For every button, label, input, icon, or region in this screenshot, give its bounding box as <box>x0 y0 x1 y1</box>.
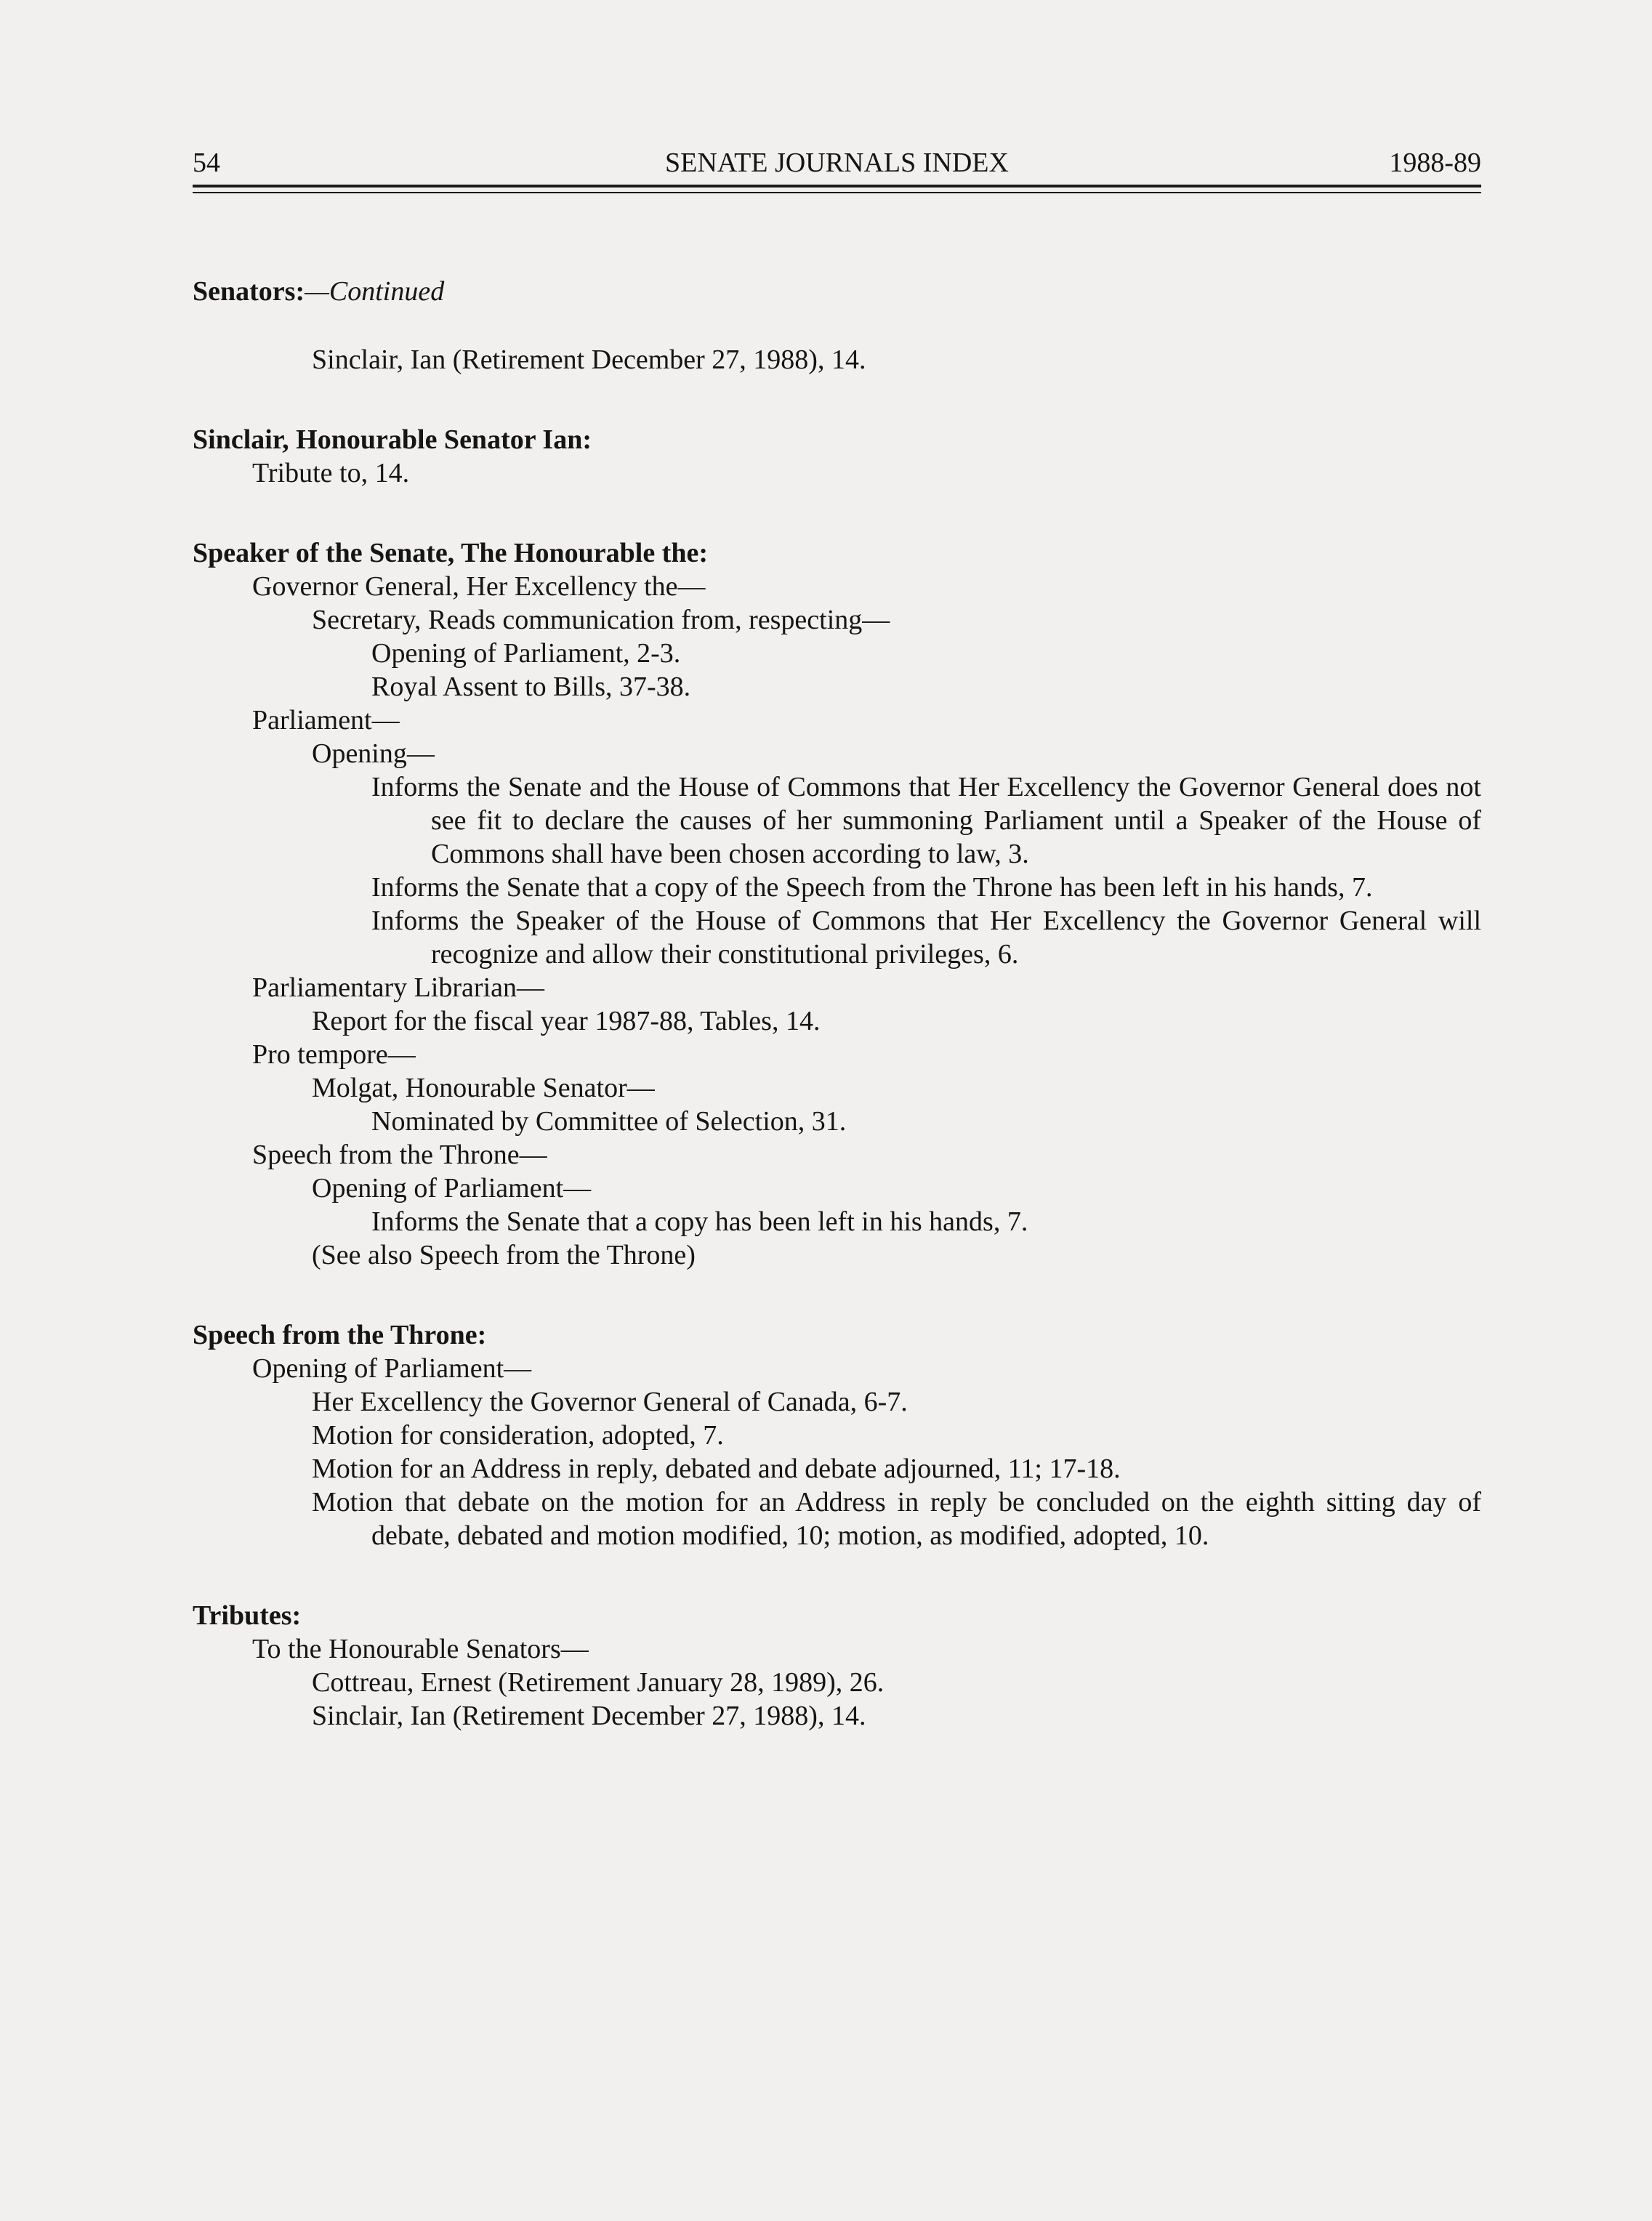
index-entry: Informs the Speaker of the House of Commons that Her Excellency the Governor General will recognize and allow their constitutional privileges, 6. <box>371 906 1481 970</box>
section-heading: Tributes: <box>193 1600 302 1631</box>
section-speech-throne <box>193 1318 1481 1552</box>
section-senators <box>193 275 1481 376</box>
index-entry: Governor General, Her Excellency the— <box>252 571 706 602</box>
header-rule-bottom <box>193 192 1481 193</box>
index-entry: Opening of Parliament— <box>252 1353 532 1384</box>
index-entry: Nominated by Committee of Selection, 31. <box>371 1106 847 1137</box>
index-entry: Speech from the Throne— <box>252 1140 547 1170</box>
index-entry: Report for the fiscal year 1987-88, Tables, 14. <box>312 1006 821 1036</box>
index-entry: Opening— <box>312 738 435 769</box>
index-entry: Parliamentary Librarian— <box>252 972 545 1003</box>
section-heading: Speech from the Throne: <box>193 1320 487 1350</box>
index-entry: Pro tempore— <box>252 1039 416 1070</box>
header-page-number: 54 <box>193 148 220 178</box>
index-entry: Royal Assent to Bills, 37-38. <box>371 672 691 702</box>
index-entry: Opening of Parliament— <box>312 1173 592 1204</box>
index-content <box>193 275 1481 1733</box>
index-entry: Parliament— <box>252 705 400 735</box>
index-entry: Informs the Senate and the House of Commons that Her Excellency the Governor General does not see fit to declare the causes of her summoning Parliament until a Speaker of the House of Commons shall have been chosen according to law, 3. <box>371 772 1481 869</box>
header-rule-top <box>193 185 1481 188</box>
section-heading: Sinclair, Honourable Senator Ian: <box>193 424 592 455</box>
index-entry: Motion that debate on the motion for an Address in reply be concluded on the eighth sitting day of debate, debated and motion modified, 10; motion, as modified, adopted, 10. <box>312 1487 1481 1551</box>
section-heading: Senators:—Continued <box>193 276 445 307</box>
section-sinclair <box>193 423 1481 490</box>
index-entry: Sinclair, Ian (Retirement December 27, 1988), 14. <box>312 1701 866 1731</box>
index-entry: Motion for an Address in reply, debated and debate adjourned, 11; 17-18. <box>312 1454 1121 1484</box>
header-title: SENATE JOURNALS INDEX <box>665 148 1009 178</box>
index-entry: Informs the Senate that a copy has been left in his hands, 7. <box>371 1206 1028 1237</box>
index-entry: Molgat, Honourable Senator— <box>312 1073 655 1103</box>
section-tributes <box>193 1599 1481 1733</box>
page-header <box>193 147 1481 183</box>
index-entry: Sinclair, Ian (Retirement December 27, 1988), 14. <box>312 344 866 375</box>
index-entry: Secretary, Reads communication from, respecting— <box>312 605 890 635</box>
index-entry: Her Excellency the Governor General of Canada, 6-7. <box>312 1387 908 1417</box>
index-entry: Informs the Senate that a copy of the Speech from the Throne has been left in his hands, 7. <box>371 872 1373 903</box>
index-entry: Motion for consideration, adopted, 7. <box>312 1420 724 1451</box>
index-entry: Opening of Parliament, 2-3. <box>371 638 681 669</box>
continued-label: —Continued <box>305 276 445 307</box>
section-heading: Speaker of the Senate, The Honourable the: <box>193 538 708 568</box>
index-entry: Tribute to, 14. <box>252 458 410 488</box>
index-entry: Cottreau, Ernest (Retirement January 28, 1989), 26. <box>312 1667 885 1698</box>
section-speaker <box>193 536 1481 1272</box>
index-entry: To the Honourable Senators— <box>252 1634 589 1664</box>
see-also-reference: (See also Speech from the Throne) <box>312 1240 696 1270</box>
header-year: 1988-89 <box>1389 148 1481 178</box>
